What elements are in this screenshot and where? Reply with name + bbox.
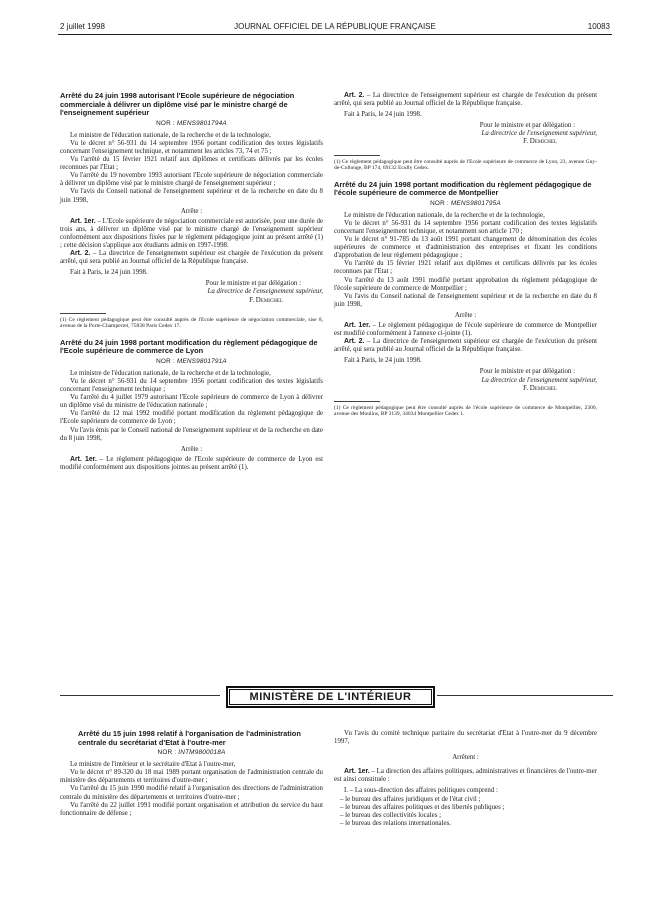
delegation-line: Pour le ministre et par délégation : (205, 280, 301, 288)
preamble-line: Le ministre de l'éducation nationale, de la recherche et de la technologie, (70, 369, 271, 377)
signatory-name: F. Demichel (523, 138, 557, 146)
article-label: Art. 1er. (344, 321, 371, 329)
decree-2-continued (334, 92, 597, 172)
article-label: Art. 2. (344, 92, 365, 99)
preamble-line: Vu l'arrêté du 15 février 1921 relatif aux diplômes et certificats délivrés par les écoles reconnues par l'Etat ; (334, 260, 597, 276)
footnote-rule (60, 313, 106, 314)
nor-code: MENS9801795A (450, 199, 501, 207)
signature-block (334, 122, 597, 146)
header-rule (58, 34, 612, 35)
decree-3-title: Arrêté du 24 juin 1998 portant modification du règlement pédagogique de l'école supérieure de commerce de Montpellier (334, 179, 592, 198)
preamble-line: Le ministre de l'intérieur et le secrétaire d'Etat à l'outre-mer, (70, 761, 236, 769)
right-column (334, 92, 597, 418)
decree-1-title: Arrêté du 24 juin 1998 autorisant l'Ecole supérieure de négociation commerciale à délivrer un diplôme visé par le ministre chargé de l'enseignement supérieur (60, 91, 295, 118)
arrete-heading: Arrête : (180, 207, 203, 215)
decree-3 (334, 181, 597, 418)
article-2 (334, 338, 597, 354)
article-text: – Le règlement pédagogique de l'école supérieure de commerce de Montpellier est modifié conformément à l'annexe ci-jointe (1). (334, 321, 597, 338)
nor-code: INTM9800018A (178, 749, 226, 757)
footnote: (1) Ce règlement pédagogique peut être consulté auprès de l'Ecole supérieure de commerce de Lyon, 23, avenue Guy-de-Collonge, BP 174, 69132 Ecully Cedex. (334, 158, 597, 172)
list-item: – le bureau des affaires juridiques et de l'état civil ; (340, 795, 481, 803)
article-2 (60, 250, 323, 266)
nor-label: NOR : (156, 357, 175, 365)
preamble-line: Vu l'arrêté du 12 mai 1992 modifié portant modification du règlement pédagogique de l'Ecole supérieure de commerce de Lyon ; (60, 410, 323, 426)
header-date: 2 juillet 1998 (60, 22, 105, 31)
list-item: – le bureau des relations internationales. (340, 819, 451, 827)
banner-rule-left (60, 695, 220, 696)
signatory-title: La directrice de l'enseignement supérieur, (207, 288, 323, 296)
article-text: – La directrice de l'enseignement supérieur est chargée de l'exécution du présent arrêté, qui sera publié au Journal officiel de la République française. (60, 250, 324, 266)
article-text: – La directrice de l'enseignement supérieur est chargée de l'exécution du présent arrêté, qui sera publié au Journal officiel de la République française. (334, 92, 598, 108)
bottom-left-column (60, 730, 323, 818)
preamble-line: Vu l'arrêté du 19 novembre 1993 autorisant l'Ecole supérieure de négociation commerciale à délivrer un diplôme visé par le ministre chargé de l'enseignement supérieur ; (60, 172, 323, 188)
decree-4-title: Arrêté du 15 juin 1998 relatif à l'organisation de l'administration centrale du secrétariat d'Etat à l'outre-mer (78, 729, 301, 747)
preamble-line: Vu l'arrêté du 4 juillet 1979 autorisant l'Ecole supérieure de commerce de Lyon à délivrer un diplôme visé du ministre de l'éducation nationale ; (60, 394, 323, 410)
preamble-line: Vu l'arrêté du 13 août 1991 modifié portant approbation du règlement pédagogique de l'école supérieure de commerce de Montpellier ; (334, 276, 597, 292)
list-item: – le bureau des affaires politiques et des libertés publiques ; (340, 803, 505, 811)
footnote-rule (334, 155, 380, 156)
article-label: Art. 2. (344, 338, 365, 346)
footnote-rule (334, 401, 380, 402)
subdirection-heading: I. – La sous-direction des affaires politiques comprend : (344, 787, 498, 795)
preamble-line: Vu l'arrêté du 15 février 1921 relatif aux diplômes et certificats délivrés par les écoles reconnues par l'Etat ; (60, 156, 323, 172)
arrete-heading: Arrête : (180, 445, 203, 453)
preamble-line: Vu le décret n° 56-931 du 14 septembre 1956 portant codification des textes législatifs concernant l'enseignement technique ; (60, 377, 323, 394)
nor-code: MENS9801791A (176, 357, 227, 365)
bureau-list (334, 796, 597, 828)
signatory-name: F. Demichel (523, 384, 557, 392)
ministry-banner: MINISTÈRE DE L'INTÉRIEUR (226, 686, 435, 708)
footnote: (1) Ce règlement pédagogique peut être consulté auprès de l'Ecole supérieure de négociation commerciale, sise 8, avenue de la Porte-Champerret, 75838 Paris Cedex 17. (60, 316, 323, 330)
fait-a-paris: Fait à Paris, le 24 juin 1998. (344, 111, 422, 119)
arrete-heading: Arrête : (454, 311, 477, 319)
delegation-line: Pour le ministre et par délégation : (479, 368, 575, 376)
nor-label: NOR : (430, 199, 449, 207)
left-column (60, 92, 323, 472)
article-1 (60, 218, 323, 250)
decree-4 (60, 730, 323, 818)
decree-2-title: Arrêté du 24 juin 1998 portant modification du règlement pédagogique de l'Ecole supérieure de commerce de Lyon (60, 337, 318, 356)
nor-label: NOR : (157, 749, 177, 757)
signature-block (334, 368, 597, 392)
fait-a-paris: Fait à Paris, le 24 juin 1998. (344, 357, 422, 365)
page-header (60, 22, 610, 34)
decree-3-nor (334, 200, 597, 207)
preamble-line: Vu le décret n° 56-931 du 14 septembre 1956 portant codification des textes législatifs concernant l'enseignement technique, et notamment son article 170 ; (334, 219, 597, 235)
decree-1 (60, 92, 323, 330)
preamble-line: Vu le décret n° 91-785 du 13 août 1991 portant changement de dénomination des écoles supérieures de commerce et d'administration des entreprises et fixant les conditions d'approbation de leur règlement pédagogique ; (334, 236, 597, 260)
signatory-name: F. Demichel (249, 296, 283, 304)
delegation-line: Pour le ministre et par délégation : (479, 122, 575, 130)
preamble-line: Vu l'avis émis par le Conseil national de l'enseignement supérieur et de la recherche en date du 8 juin 1998, (60, 426, 323, 442)
nor-label: NOR : (156, 119, 175, 127)
signatory-title: La directrice de l'enseignement supérieur, (481, 376, 597, 384)
list-item: – le bureau des collectivités locales ; (340, 811, 442, 819)
preamble-line: Vu l'avis du Conseil national de l'enseignement supérieur et de la recherche en date du 8 juin 1998, (60, 188, 323, 204)
bottom-right-column (334, 730, 597, 828)
footnote: (1) Ce règlement pédagogique peut être consulté auprès de l'école supérieure de commerce de Montpellier, 2300, avenue des Moulins, BP 3139, 34034 Montpellier Cedex 1. (334, 404, 597, 418)
decree-4-nor (60, 749, 323, 756)
article-text: – La directrice de l'enseignement supérieur est chargée de l'exécution du présent arrêté, qui sera publié au Journal officiel de la République française. (334, 338, 598, 354)
article-2 (334, 92, 597, 108)
banner-rule-right (437, 695, 613, 696)
preamble-line: Le ministre de l'éducation nationale, de la recherche et de la technologie, (70, 131, 271, 139)
article-label: Art. 1er. (70, 455, 97, 463)
preamble-line: Vu l'arrêté du 15 juin 1990 modifié relatif à l'organisation des directions de l'administration centrale du ministère des départements et territoires d'outre-mer ; (60, 785, 323, 801)
article-1 (60, 456, 323, 472)
header-page-number: 10083 (587, 22, 610, 31)
decree-4-continued (334, 730, 597, 828)
decree-2-nor (60, 358, 323, 365)
nor-code: MENS9801794A (176, 119, 227, 127)
article-1 (334, 768, 597, 784)
preamble-line: Vu l'avis du Conseil national de l'enseignement supérieur et de la recherche en date du 8 juin 1998, (334, 292, 597, 308)
preamble-line: Vu le décret n° 56-931 du 14 septembre 1956 portant codification des textes législatifs concernant l'enseignement technique, et notamment les articles 73, 74 et 75 ; (60, 139, 323, 155)
preamble-line: Le ministre de l'éducation nationale, de la recherche et de la technologie, (344, 211, 545, 219)
preamble-line: Vu l'avis du comité technique paritaire du secrétariat d'Etat à l'outre-mer du 9 décembre 1997, (334, 730, 597, 746)
article-text: – Le règlement pédagogique de l'Ecole supérieure de commerce de Lyon est modifié conformément aux dispositions jointes au présent arrêté (1). (60, 455, 323, 471)
signatory-title: La directrice de l'enseignement supérieur, (481, 130, 597, 138)
article-label: Art. 1er. (344, 768, 370, 776)
article-text: – L'Ecole supérieure de négociation commerciale est autorisée, pour une durée de trois ans, à délivrer un diplôme visé par le ministre chargé de l'enseignement supérieur conformément aux dispositions fixées par le règlement pédagogique joint au présent arrêté (1) ; cette décision s'applique aux étudiants admis en 1997-1998. (60, 217, 323, 249)
article-1 (334, 322, 597, 338)
fait-a-paris: Fait à Paris, le 24 juin 1998. (70, 269, 148, 277)
header-journal-title: JOURNAL OFFICIEL DE LA RÉPUBLIQUE FRANÇAISE (234, 22, 436, 31)
article-text: – La direction des affaires politiques, administratives et financières de l'outre-mer est ainsi constituée : (334, 768, 597, 784)
arretent-heading: Arrêtent : (452, 754, 479, 762)
signature-block (60, 280, 323, 304)
decree-1-nor (60, 120, 323, 127)
article-label: Art. 1er. (70, 217, 96, 225)
article-label: Art. 2. (70, 250, 91, 258)
preamble-line: Vu le décret n° 89-320 du 18 mai 1989 portant organisation de l'administration centrale du ministère des départements et territoires d'outre-mer ; (60, 769, 323, 785)
preamble-line: Vu l'arrêté du 22 juillet 1991 modifié portant organisation et attribution du service du haut fonctionnaire de défense ; (60, 801, 323, 817)
decree-2 (60, 339, 323, 472)
